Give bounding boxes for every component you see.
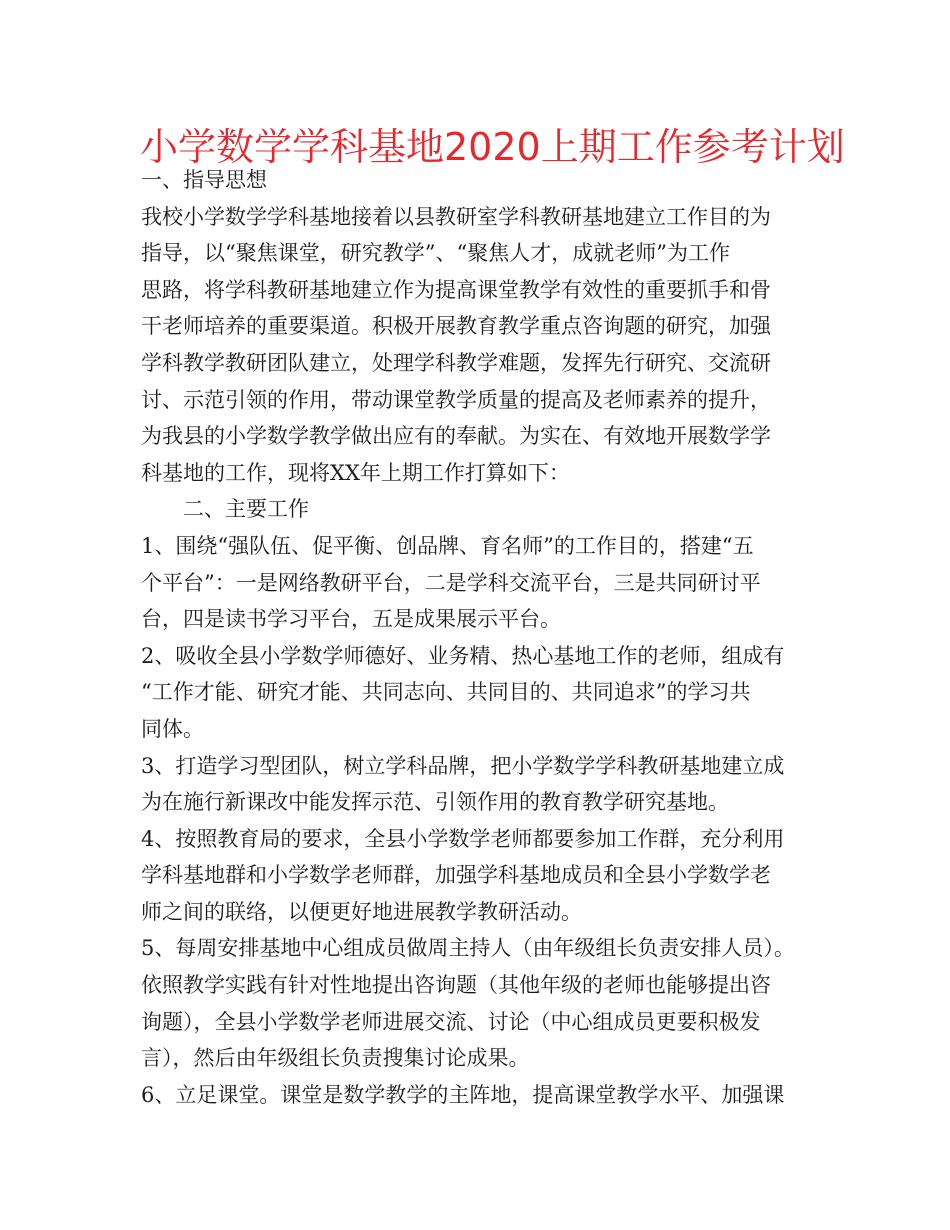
list-item-line: 1、围绕“强队伍、促平衡、创品牌、育名师”的工作目的，搭建“五 [141, 533, 754, 558]
list-item-line: “工作才能、研究才能、共同志向、共同目的、共同追求”的学习共 [141, 680, 751, 705]
list-item-line: 3、打造学习型团队，树立学科品牌，把小学数学学科教研基地建立成 [141, 753, 785, 778]
list-item-line: 依照教学实践有针对性地提出咨询题（其他年级的老师也能够提出咨 [141, 973, 771, 998]
section-heading-guiding-ideology: 一、指导思想 [141, 168, 267, 192]
list-item-line: 台，四是读书学习平台，五是成果展示平台。 [141, 607, 561, 632]
list-item-line: 4、按照教育局的要求，全县小学数学老师都要参加工作群，充分利用 [141, 826, 785, 851]
list-item-line: 学科基地群和小学数学老师群，加强学科基地成员和全县小学数学老 [141, 863, 771, 888]
list-item-line: 个平台”：一是网络教研平台，二是学科交流平台，三是共同研讨平 [141, 570, 761, 595]
document-title: 小学数学学科基地2020上期工作参考计划 [140, 125, 845, 169]
document-body [141, 162, 821, 1113]
paragraph-line: 我校小学数学学科基地接着以县教研室学科教研基地建立工作目的为 [141, 204, 771, 229]
list-item-line: 询题），全县小学数学老师进展交流、讨论（中心组成员更要积极发 [141, 1009, 761, 1034]
paragraph-line: 指导，以“聚焦课堂，研究教学”、“聚焦人才，成就老师”为工作 [141, 241, 730, 266]
paragraph-line: 思路，将学科教研基地建立作为提高课堂教学有效性的重要抓手和骨 [141, 277, 771, 302]
paragraph-line: 为我县的小学数学教学做出应有的奉献。为实在、有效地开展数学学 [141, 424, 771, 449]
list-item-line: 为在施行新课改中能发挥示范、引领作用的教育教学研究基地。 [141, 790, 729, 815]
list-item-line: 师之间的联络，以便更好地进展教学教研活动。 [141, 899, 582, 924]
section-heading-main-work: 二、主要工作 [183, 497, 309, 522]
paragraph-line: 讨、示范引领的作用，带动课堂教学质量的提高及老师素养的提升， [141, 387, 771, 412]
list-item-line: 言），然后由年级组长负责搜集讨论成果。 [141, 1046, 530, 1071]
paragraph-line: 学科教学教研团队建立，处理学科教学难题，发挥先行研究、交流研 [141, 350, 771, 375]
list-item-line: 同体。 [141, 716, 204, 741]
list-item-line: 6、立足课堂。课堂是数学教学的主阵地，提高课堂教学水平、加强课 [141, 1082, 785, 1107]
paragraph-line: 干老师培养的重要渠道。积极开展教育教学重点咨询题的研究，加强 [141, 314, 771, 339]
paragraph-line: 科基地的工作，现将XX年上期工作打算如下： [141, 460, 570, 485]
list-item-line: 5、每周安排基地中心组成员做周主持人（由年级组长负责安排人员）。 [141, 936, 795, 961]
list-item-line: 2、吸收全县小学数学师德好、业务精、热心基地工作的老师，组成有 [141, 643, 785, 668]
